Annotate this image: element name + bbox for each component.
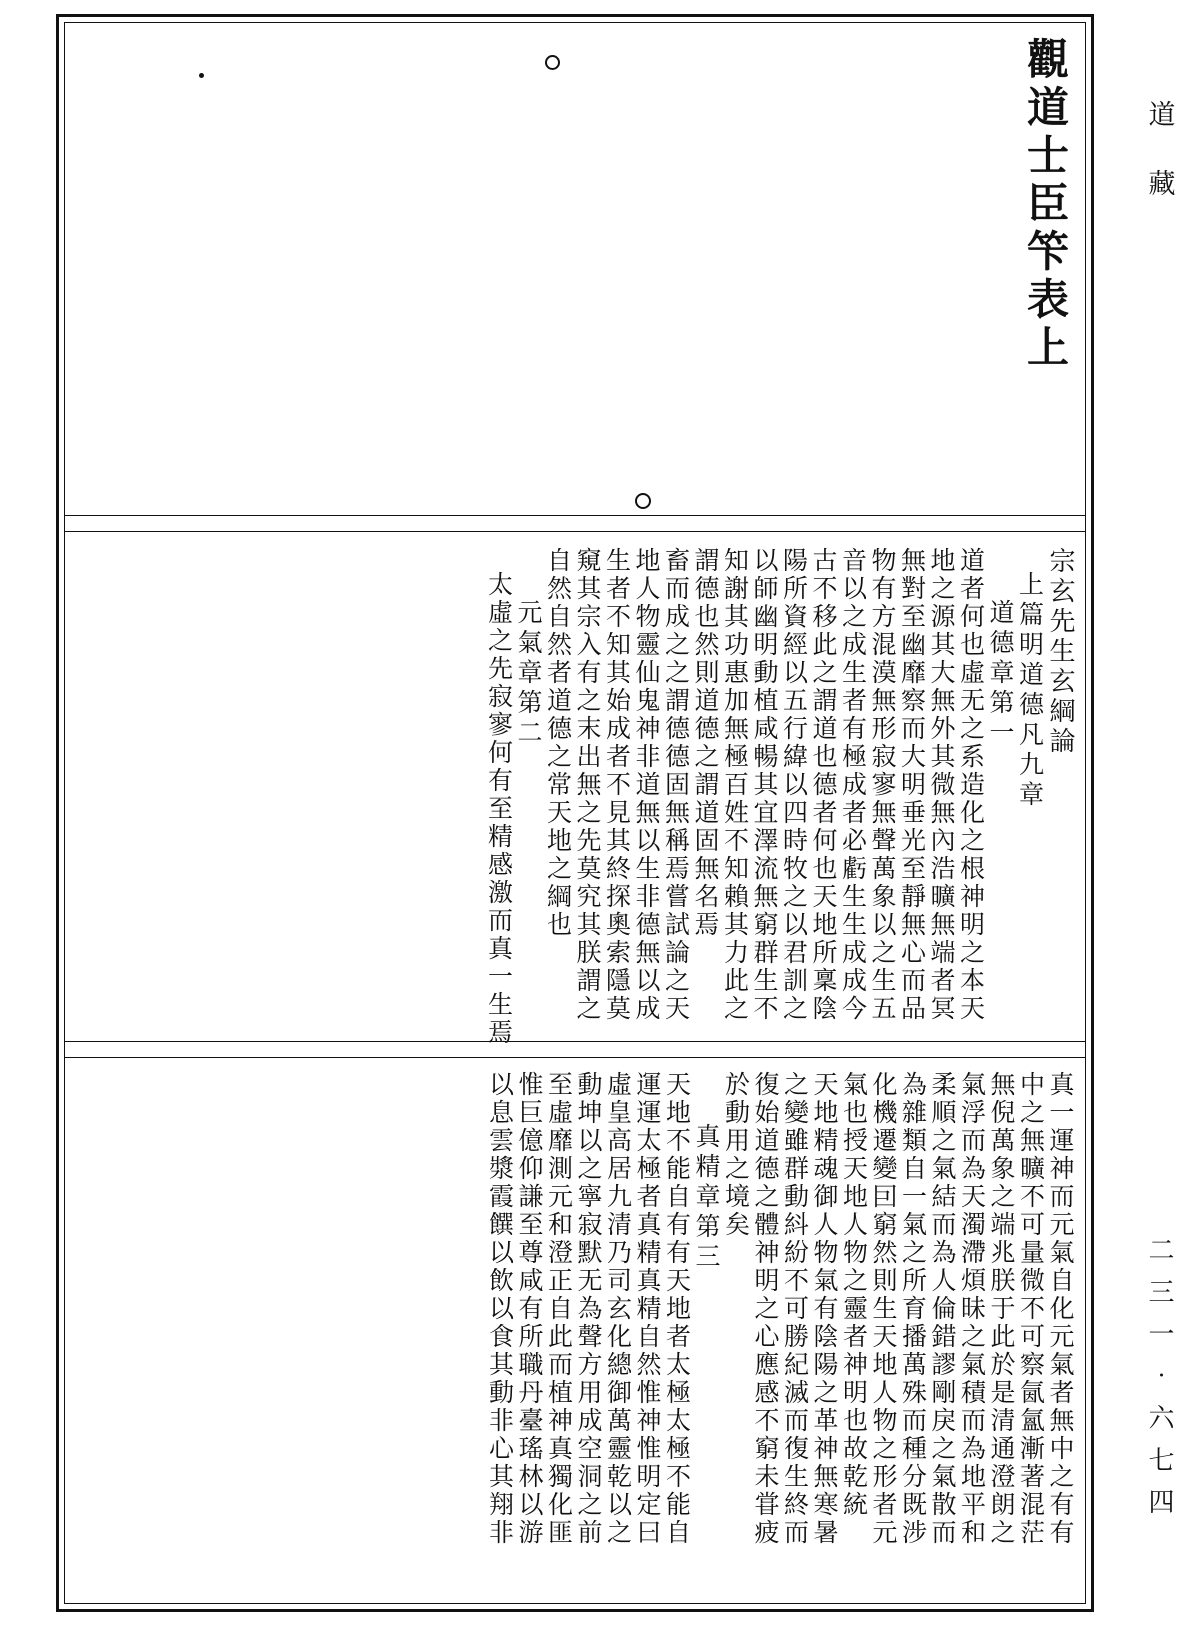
divider-rule-2 bbox=[65, 531, 1085, 532]
text-register-middle bbox=[75, 543, 1083, 1047]
memorial-register bbox=[65, 23, 1085, 515]
text-column: 為雜類自一氣之所育播萬殊而種分既涉 bbox=[898, 1071, 928, 1547]
text-column: 無對至幽靡察而大明垂光至靜無心而品 bbox=[897, 547, 927, 1023]
text-column: 氣浮而為天濁滯煩昧之氣積而為地平和 bbox=[957, 1071, 987, 1547]
text-column: 惟巨億仰謙至尊咸有所職丹臺瑤林以游 bbox=[515, 1071, 544, 1547]
spine-page-number: 二三一‧六七四 bbox=[1144, 1236, 1174, 1530]
text-column: 至虛靡測元和澄正自此而植神真獨化匪 bbox=[544, 1071, 574, 1547]
text-column: 上篇明道德凡九章 bbox=[1015, 571, 1045, 811]
text-column: 地人物靈仙鬼神非道無以生非德無以成 bbox=[631, 547, 661, 1023]
divider-rule-4 bbox=[65, 1057, 1085, 1058]
divider-rule-3 bbox=[65, 1041, 1085, 1042]
text-column: 以息雲漿霞饌以飲以食其動非心其翔非 bbox=[485, 1071, 515, 1547]
text-column: 以師幽明動植咸暢其宜澤流無窮群生不 bbox=[749, 547, 779, 1023]
text-column: 天地不能自有有天地者太極太極不能自 bbox=[662, 1071, 692, 1547]
circle-mark-lower bbox=[635, 493, 651, 509]
text-column: 氣也授天地人物之靈者神明也故乾統 bbox=[839, 1071, 869, 1519]
ink-dot-mark bbox=[199, 73, 204, 78]
text-column: 真一運神而元氣自化元氣者無中之有有 bbox=[1046, 1071, 1075, 1547]
text-column: 陽所資經以五行緯以四時牧之以君訓之 bbox=[779, 547, 809, 1023]
memorial-inscription: 觀道士臣笇表上 bbox=[1021, 37, 1070, 373]
text-column: 知謝其功惠加無極百姓不知賴其力此之 bbox=[720, 547, 750, 1023]
divider-rule-1 bbox=[65, 515, 1085, 516]
text-column: 太虛之先寂寥何有至精感激而真一生焉 bbox=[484, 571, 514, 1047]
circle-mark-upper bbox=[545, 55, 560, 70]
text-column: 生者不知其始成者不見其終探奧索隱莫 bbox=[602, 547, 632, 1023]
text-column: 運運太極者真精真精自然惟神惟明定曰 bbox=[633, 1071, 662, 1547]
text-column: 天地精魂御人物氣有陰陽之革神無寒暑 bbox=[810, 1071, 839, 1547]
text-column: 虛皇高居九清乃司玄化總御萬靈乾以之 bbox=[603, 1071, 633, 1547]
text-column: 元氣章第二 bbox=[513, 599, 543, 749]
text-column: 化機遷變囙窮然則生天地人物之形者元 bbox=[869, 1071, 898, 1547]
text-column: 於動用之境矣 bbox=[721, 1071, 751, 1239]
text-column: 物有方混漠無形寂寥無聲萬象以之生五 bbox=[867, 547, 897, 1023]
spine-collection-label: 道藏 bbox=[1143, 100, 1175, 238]
text-column: 道者何也虛无之系造化之根神明之本天 bbox=[956, 547, 986, 1023]
text-column: 音以之成生者有極成者必虧生生成成今 bbox=[838, 547, 868, 1023]
text-column: 自然自然者道德之常天地之綱也 bbox=[543, 547, 573, 939]
text-column: 無倪萬象之端兆朕于此於是清通澄朗之 bbox=[987, 1071, 1016, 1547]
text-column: 復始道德之體神明之心應感不窮未甞疲 bbox=[751, 1071, 780, 1547]
text-register-lower bbox=[75, 1067, 1083, 1607]
text-column: 動坤以之寧寂默无為聲方用成空洞之前 bbox=[574, 1071, 603, 1547]
text-column: 宗玄先生玄綱論 bbox=[1045, 547, 1075, 757]
text-column: 柔順之氣結而為人倫錯謬剛戾之氣散而 bbox=[928, 1071, 957, 1547]
text-column: 地之源其大無外其微無內浩曠無端者冥 bbox=[926, 547, 956, 1023]
text-column: 真精章第三 bbox=[692, 1123, 721, 1273]
text-column: 中之無曠不可量微不可察氤氳漸著混茫 bbox=[1016, 1071, 1046, 1547]
text-column: 古不移此之謂道也德者何也天地所稟陰 bbox=[808, 547, 838, 1023]
text-column: 謂德也然則道德之謂道固無名焉 bbox=[690, 547, 720, 939]
text-column: 之變雖群動紏紛不可勝紀滅而復生終而 bbox=[780, 1071, 810, 1547]
text-column: 道德章第一 bbox=[985, 599, 1015, 749]
text-column: 窺其宗入有之末出無之先莫究其朕謂之 bbox=[572, 547, 602, 1023]
text-column: 畜而成之之謂德德固無稱焉嘗試論之天 bbox=[661, 547, 691, 1023]
page-frame bbox=[56, 14, 1094, 1612]
page-spine bbox=[1124, 0, 1194, 1650]
page-frame-inner bbox=[64, 22, 1086, 1604]
